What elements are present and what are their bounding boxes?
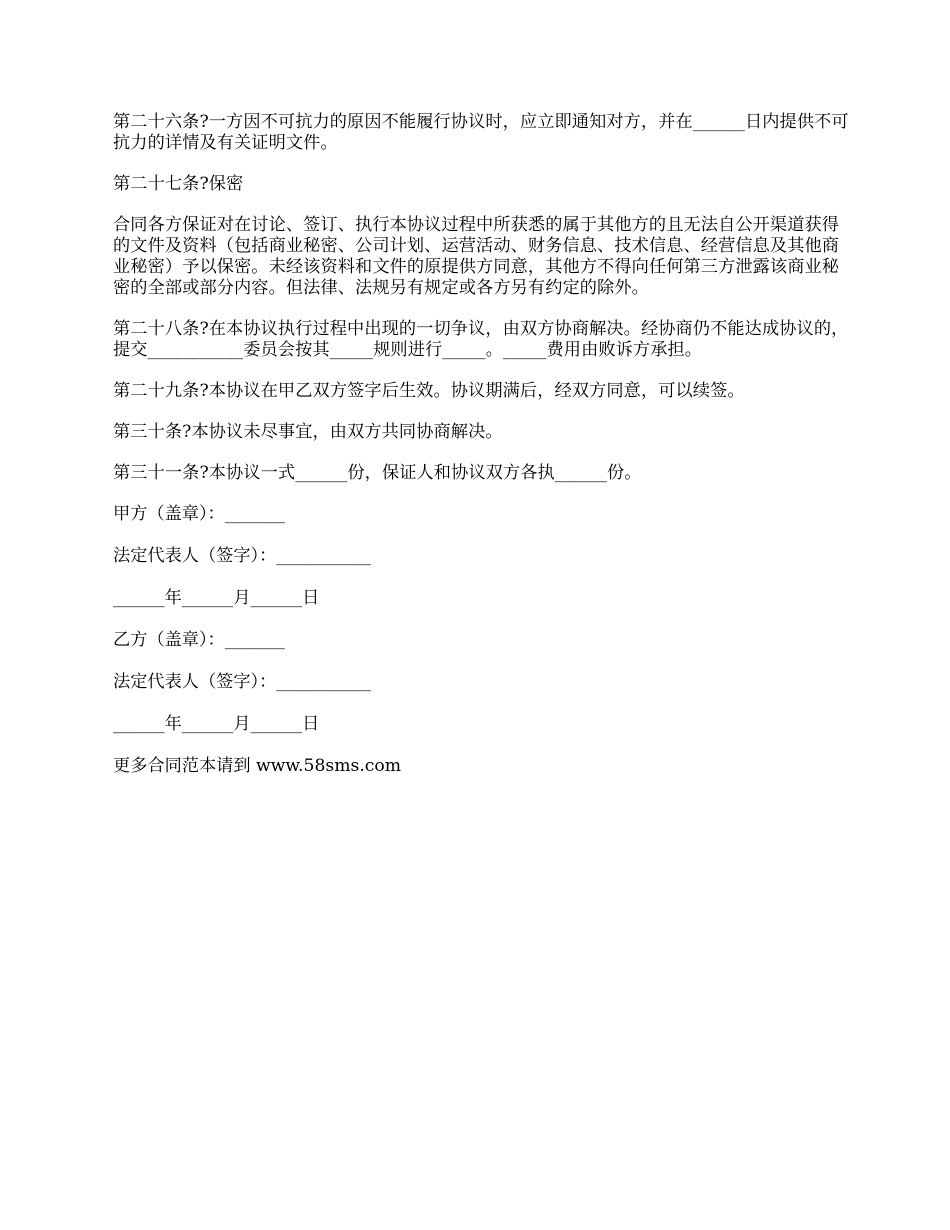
party-b-representative: 法定代表人（签字）：___________ bbox=[113, 672, 371, 692]
party-a-date: ______年______月______日 bbox=[113, 588, 320, 608]
footer-link-text: 更多合同范本请到 www.58sms.com bbox=[113, 756, 402, 776]
article-28: 第二十八条?在本协议执行过程中出现的一切争议，由双方协商解决。经协商仍不能达成协议的，提交___________委员会按其_____规则进行_____。_____费用由败诉方承担。 bbox=[113, 319, 849, 360]
article-31: 第三十一条?本协议一式______份，保证人和协议双方各执______份。 bbox=[113, 463, 642, 483]
article-27-title: 第二十七条?保密 bbox=[113, 174, 244, 194]
party-b-seal: 乙方（盖章）：_______ bbox=[113, 630, 285, 650]
article-26: 第二十六条?一方因不可抗力的原因不能履行协议时，应立即通知对方，并在______日内提供不可抗力的详情及有关证明文件。 bbox=[113, 112, 849, 153]
article-27-body: 合同各方保证对在讨论、签订、执行本协议过程中所获悉的属于其他方的且无法自公开渠道获得的文件及资料（包括商业秘密、公司计划、运营活动、财务信息、技术信息、经营信息及其他商业秘密）予以保密。未经该资料和文件的原提供方同意，其他方不得向任何第三方泄露该商业秘密的全部或部分内容。但法律、法规另有规定或各方另有约定的除外。 bbox=[113, 215, 840, 298]
party-a-seal: 甲方（盖章）：_______ bbox=[113, 504, 285, 524]
article-30: 第三十条?本协议未尽事宜，由双方共同协商解决。 bbox=[113, 422, 503, 442]
party-a-representative: 法定代表人（签字）：___________ bbox=[113, 546, 371, 566]
document-page bbox=[113, 112, 853, 777]
article-29: 第二十九条?本协议在甲乙双方签字后生效。协议期满后，经双方同意，可以续签。 bbox=[113, 381, 745, 401]
party-b-date: ______年______月______日 bbox=[113, 714, 320, 734]
